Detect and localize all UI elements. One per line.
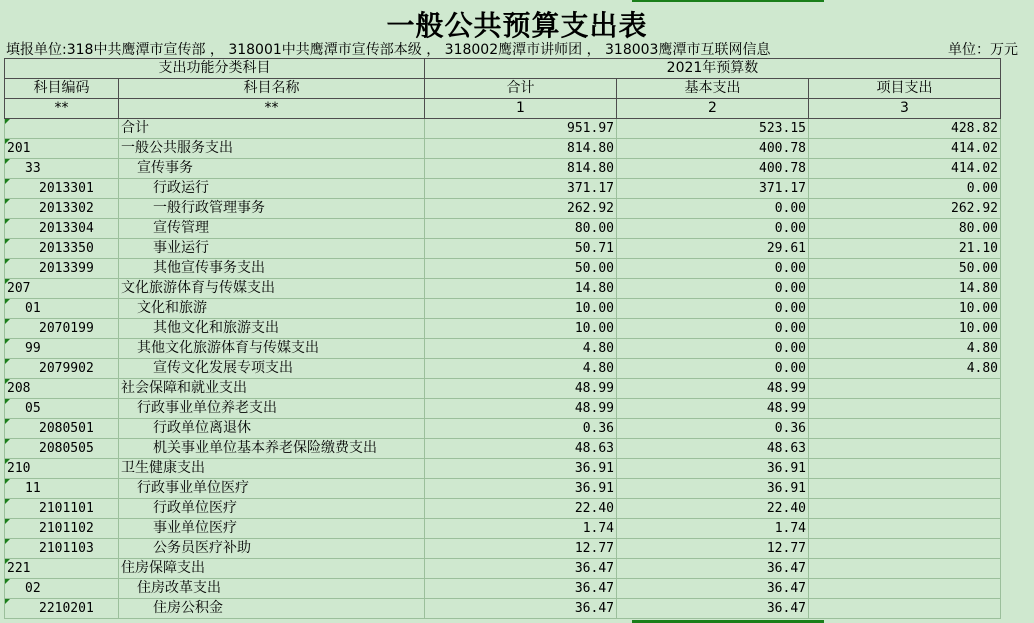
name-cell[interactable]: 机关事业单位基本养老保险缴费支出	[119, 439, 425, 459]
code-cell[interactable]: 05	[5, 399, 119, 419]
name-cell[interactable]: 住房公积金	[119, 599, 425, 619]
total-cell[interactable]: 951.97	[425, 119, 617, 139]
table-row	[5, 139, 1001, 159]
table-row	[5, 559, 1001, 579]
code-cell[interactable]: 2101103	[5, 539, 119, 559]
table-row	[5, 419, 1001, 439]
col1-index-cell[interactable]: 1	[425, 99, 617, 119]
basic-cell[interactable]: 0.00	[617, 279, 809, 299]
basic-cell[interactable]: 0.00	[617, 259, 809, 279]
name-header[interactable]: 科目名称	[119, 79, 425, 99]
basic-cell[interactable]: 0.00	[617, 299, 809, 319]
name-cell[interactable]: 公务员医疗补助	[119, 539, 425, 559]
table-row	[5, 239, 1001, 259]
total-cell[interactable]: 36.47	[425, 599, 617, 619]
project-cell[interactable]: 0.00	[809, 179, 1001, 199]
code-cell[interactable]: 2101101	[5, 499, 119, 519]
code-cell[interactable]: 2080501	[5, 419, 119, 439]
project-cell[interactable]: 4.80	[809, 359, 1001, 379]
table-row	[5, 519, 1001, 539]
name-cell[interactable]: 其他文化旅游体育与传媒支出	[119, 339, 425, 359]
unit-label: 单位：万元	[948, 42, 1018, 58]
name-cell[interactable]: 其他宣传事务支出	[119, 259, 425, 279]
total-cell[interactable]: 371.17	[425, 179, 617, 199]
header-row-1	[5, 59, 1001, 79]
basic-cell[interactable]: 0.00	[617, 199, 809, 219]
table-row	[5, 459, 1001, 479]
table-row	[5, 279, 1001, 299]
project-cell[interactable]	[809, 479, 1001, 499]
basic-cell[interactable]: 0.36	[617, 419, 809, 439]
code-cell[interactable]: 01	[5, 299, 119, 319]
basic-cell[interactable]: 0.00	[617, 319, 809, 339]
name-mark-cell[interactable]: **	[119, 99, 425, 119]
basic-cell[interactable]: 1.74	[617, 519, 809, 539]
filling-unit-text: 填报单位:318中共鹰潭市宣传部 ， 318001中共鹰潭市宣传部本级 ， 318002鹰潭市讲师团 ， 318003鹰潭市互联网信息	[6, 42, 771, 57]
total-cell[interactable]: 262.92	[425, 199, 617, 219]
project-cell[interactable]: 14.80	[809, 279, 1001, 299]
basic-cell[interactable]: 0.00	[617, 339, 809, 359]
project-cell[interactable]	[809, 539, 1001, 559]
total-cell[interactable]: 36.91	[425, 479, 617, 499]
code-cell[interactable]: 99	[5, 339, 119, 359]
name-cell[interactable]: 行政运行	[119, 179, 425, 199]
table-row	[5, 579, 1001, 599]
code-cell[interactable]: 208	[5, 379, 119, 399]
total-cell[interactable]: 10.00	[425, 299, 617, 319]
name-cell[interactable]: 宣传管理	[119, 219, 425, 239]
total-cell[interactable]: 48.99	[425, 379, 617, 399]
basic-cell[interactable]: 0.00	[617, 219, 809, 239]
code-mark-cell[interactable]: **	[5, 99, 119, 119]
table-row	[5, 159, 1001, 179]
project-cell[interactable]	[809, 579, 1001, 599]
name-cell[interactable]: 一般行政管理事务	[119, 199, 425, 219]
code-cell[interactable]: 207	[5, 279, 119, 299]
total-header[interactable]: 合计	[425, 79, 617, 99]
code-cell[interactable]: 2013350	[5, 239, 119, 259]
basic-cell[interactable]: 0.00	[617, 359, 809, 379]
project-cell[interactable]: 80.00	[809, 219, 1001, 239]
project-cell[interactable]	[809, 419, 1001, 439]
project-cell[interactable]	[809, 399, 1001, 419]
project-cell[interactable]: 21.10	[809, 239, 1001, 259]
name-cell[interactable]: 其他文化和旅游支出	[119, 319, 425, 339]
total-cell[interactable]: 36.91	[425, 459, 617, 479]
table-row	[5, 119, 1001, 139]
total-cell[interactable]: 4.80	[425, 359, 617, 379]
total-cell[interactable]: 36.47	[425, 579, 617, 599]
basic-cell[interactable]: 36.47	[617, 579, 809, 599]
project-cell[interactable]: 414.02	[809, 139, 1001, 159]
name-cell[interactable]: 行政事业单位养老支出	[119, 399, 425, 419]
code-cell[interactable]: 11	[5, 479, 119, 499]
project-cell[interactable]	[809, 599, 1001, 619]
project-cell[interactable]	[809, 379, 1001, 399]
code-cell[interactable]: 33	[5, 159, 119, 179]
total-cell[interactable]: 22.40	[425, 499, 617, 519]
name-cell[interactable]: 住房保障支出	[119, 559, 425, 579]
code-cell[interactable]: 2013301	[5, 179, 119, 199]
header-row-3	[5, 99, 1001, 119]
basic-header[interactable]: 基本支出	[617, 79, 809, 99]
basic-cell[interactable]: 29.61	[617, 239, 809, 259]
code-header[interactable]: 科目编码	[5, 79, 119, 99]
table-row	[5, 219, 1001, 239]
project-cell[interactable]: 10.00	[809, 319, 1001, 339]
table-row	[5, 499, 1001, 519]
name-cell[interactable]: 宣传文化发展专项支出	[119, 359, 425, 379]
name-cell[interactable]: 社会保障和就业支出	[119, 379, 425, 399]
table-row	[5, 479, 1001, 499]
page-title: 一般公共预算支出表	[386, 9, 648, 42]
project-cell[interactable]: 428.82	[809, 119, 1001, 139]
code-cell[interactable]: 2079902	[5, 359, 119, 379]
table-row	[5, 339, 1001, 359]
name-cell[interactable]: 合计	[119, 119, 425, 139]
total-cell[interactable]: 80.00	[425, 219, 617, 239]
total-cell[interactable]: 0.36	[425, 419, 617, 439]
name-cell[interactable]: 宣传事务	[119, 159, 425, 179]
project-cell[interactable]: 414.02	[809, 159, 1001, 179]
selection-indicator	[632, 0, 824, 2]
code-cell[interactable]: 2013304	[5, 219, 119, 239]
name-cell[interactable]: 行政单位离退休	[119, 419, 425, 439]
project-cell[interactable]: 10.00	[809, 299, 1001, 319]
name-cell[interactable]: 事业单位医疗	[119, 519, 425, 539]
table-row	[5, 599, 1001, 619]
basic-cell[interactable]: 523.15	[617, 119, 809, 139]
code-cell[interactable]: 2013302	[5, 199, 119, 219]
total-cell[interactable]: 814.80	[425, 139, 617, 159]
project-cell[interactable]: 4.80	[809, 339, 1001, 359]
name-cell[interactable]: 一般公共服务支出	[119, 139, 425, 159]
table-row	[5, 379, 1001, 399]
basic-cell[interactable]: 36.47	[617, 599, 809, 619]
code-cell[interactable]: 2070199	[5, 319, 119, 339]
code-cell[interactable]: 2013399	[5, 259, 119, 279]
basic-cell[interactable]: 36.91	[617, 479, 809, 499]
code-cell[interactable]: 210	[5, 459, 119, 479]
code-cell[interactable]: 221	[5, 559, 119, 579]
col3-index-cell[interactable]: 3	[809, 99, 1001, 119]
table-row	[5, 299, 1001, 319]
budget-table	[4, 58, 1001, 619]
project-header[interactable]: 项目支出	[809, 79, 1001, 99]
basic-cell[interactable]: 48.63	[617, 439, 809, 459]
total-cell[interactable]: 48.63	[425, 439, 617, 459]
table-row	[5, 439, 1001, 459]
name-cell[interactable]: 文化和旅游	[119, 299, 425, 319]
total-cell[interactable]: 1.74	[425, 519, 617, 539]
total-cell[interactable]: 48.99	[425, 399, 617, 419]
code-cell[interactable]: 02	[5, 579, 119, 599]
basic-cell[interactable]: 12.77	[617, 539, 809, 559]
code-cell[interactable]: 2080505	[5, 439, 119, 459]
name-cell[interactable]: 卫生健康支出	[119, 459, 425, 479]
name-cell[interactable]: 行政事业单位医疗	[119, 479, 425, 499]
total-cell[interactable]: 12.77	[425, 539, 617, 559]
total-cell[interactable]: 10.00	[425, 319, 617, 339]
basic-cell[interactable]: 48.99	[617, 399, 809, 419]
basic-cell[interactable]: 22.40	[617, 499, 809, 519]
code-cell[interactable]: 2101102	[5, 519, 119, 539]
project-cell[interactable]	[809, 499, 1001, 519]
code-cell[interactable]: 2210201	[5, 599, 119, 619]
func-class-header[interactable]: 支出功能分类科目	[5, 59, 425, 79]
table-row	[5, 179, 1001, 199]
budget-year-header[interactable]: 2021年预算数	[425, 59, 1001, 79]
basic-cell[interactable]: 400.78	[617, 139, 809, 159]
basic-cell[interactable]: 48.99	[617, 379, 809, 399]
total-cell[interactable]: 4.80	[425, 339, 617, 359]
project-cell[interactable]	[809, 439, 1001, 459]
col2-index-cell[interactable]: 2	[617, 99, 809, 119]
name-cell[interactable]: 事业运行	[119, 239, 425, 259]
header-row-2	[5, 79, 1001, 99]
name-cell[interactable]: 文化旅游体育与传媒支出	[119, 279, 425, 299]
project-cell[interactable]: 50.00	[809, 259, 1001, 279]
total-cell[interactable]: 50.71	[425, 239, 617, 259]
project-cell[interactable]	[809, 519, 1001, 539]
table-row	[5, 359, 1001, 379]
table-row	[5, 539, 1001, 559]
total-cell[interactable]: 50.00	[425, 259, 617, 279]
project-cell[interactable]	[809, 459, 1001, 479]
table-row	[5, 199, 1001, 219]
basic-cell[interactable]: 36.47	[617, 559, 809, 579]
total-cell[interactable]: 814.80	[425, 159, 617, 179]
basic-cell[interactable]: 371.17	[617, 179, 809, 199]
table-row	[5, 399, 1001, 419]
table-row	[5, 319, 1001, 339]
code-cell[interactable]	[5, 119, 119, 139]
table-row	[5, 259, 1001, 279]
name-cell[interactable]: 住房改革支出	[119, 579, 425, 599]
code-cell[interactable]: 201	[5, 139, 119, 159]
project-cell[interactable]: 262.92	[809, 199, 1001, 219]
name-cell[interactable]: 行政单位医疗	[119, 499, 425, 519]
total-cell[interactable]: 14.80	[425, 279, 617, 299]
basic-cell[interactable]: 36.91	[617, 459, 809, 479]
project-cell[interactable]	[809, 559, 1001, 579]
basic-cell[interactable]: 400.78	[617, 159, 809, 179]
total-cell[interactable]: 36.47	[425, 559, 617, 579]
